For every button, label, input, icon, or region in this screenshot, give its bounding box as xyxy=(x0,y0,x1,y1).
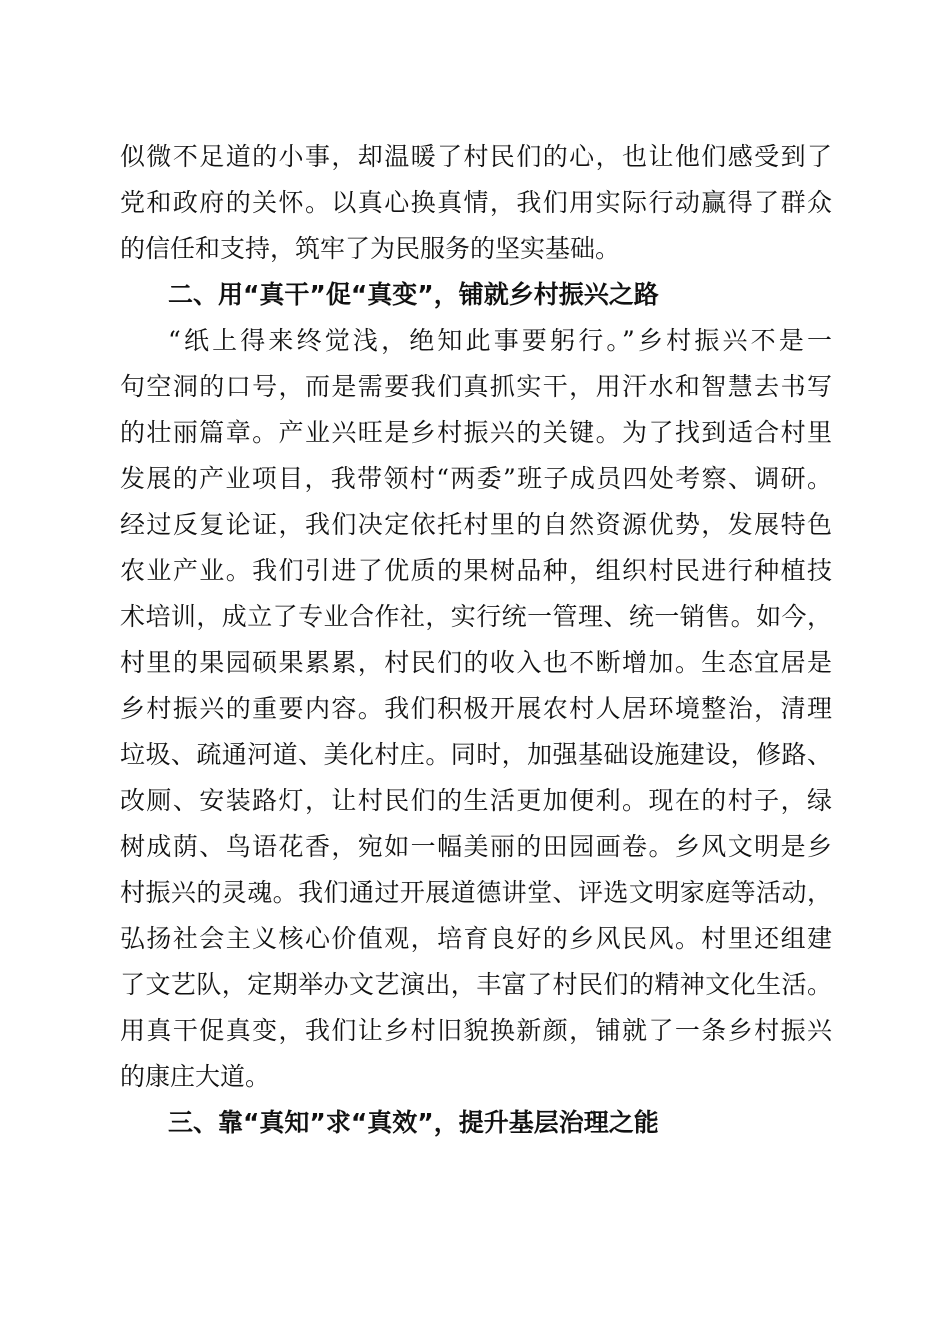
paragraph-2-line: 弘扬社会主义核心价值观，培育良好的乡风民风。村里还组建 xyxy=(120,924,832,953)
paragraph-2-line: 垃圾、疏通河道、美化村庄。同时，加强基础设施建设，修路、 xyxy=(120,740,832,769)
paragraph-2-line: 农业产业。我们引进了优质的果树品种，组织村民进行种植技 xyxy=(120,556,832,585)
paragraph-2-line: 句空洞的口号，而是需要我们真抓实干，用汗水和智慧去书写 xyxy=(120,372,832,401)
paragraph-2-line: 的康庄大道。 xyxy=(120,1062,271,1091)
paragraph-2-line: 的壮丽篇章。产业兴旺是乡村振兴的关键。为了找到适合村里 xyxy=(120,418,832,447)
section-heading-2: 二、用“真干”促“真变”，铺就乡村振兴之路 xyxy=(168,280,659,309)
section-heading-3: 三、靠“真知”求“真效”，提升基层治理之能 xyxy=(168,1108,659,1137)
paragraph-2-line: 村振兴的灵魂。我们通过开展道德讲堂、评选文明家庭等活动， xyxy=(120,878,832,907)
paragraph-1-line: 的信任和支持，筑牢了为民服务的坚实基础。 xyxy=(120,234,621,263)
paragraph-2-line: 村里的果园硕果累累，村民们的收入也不断增加。生态宜居是 xyxy=(120,648,832,677)
paragraph-1-line: 似微不足道的小事，却温暖了村民们的心，也让他们感受到了 xyxy=(120,142,832,171)
paragraph-2-line: 发展的产业项目，我带领村“两委”班子成员四处考察、调研。 xyxy=(120,464,832,493)
paragraph-2-line: 用真干促真变，我们让乡村旧貌换新颜，铺就了一条乡村振兴 xyxy=(120,1016,832,1045)
paragraph-1-line: 党和政府的关怀。以真心换真情，我们用实际行动赢得了群众 xyxy=(120,188,832,217)
paragraph-2-line: 了文艺队，定期举办文艺演出，丰富了村民们的精神文化生活。 xyxy=(120,970,832,999)
paragraph-2-line: 术培训，成立了专业合作社，实行统一管理、统一销售。如今， xyxy=(120,602,832,631)
paragraph-2-line: “纸上得来终觉浅，绝知此事要躬行。”乡村振兴不是一 xyxy=(168,326,832,355)
paragraph-2-line: 经过反复论证，我们决定依托村里的自然资源优势，发展特色 xyxy=(120,510,832,539)
paragraph-2-line: 树成荫、鸟语花香，宛如一幅美丽的田园画卷。乡风文明是乡 xyxy=(120,832,832,861)
paragraph-2-line: 改厕、安装路灯，让村民们的生活更加便利。现在的村子，绿 xyxy=(120,786,832,815)
paragraph-2-line: 乡村振兴的重要内容。我们积极开展农村人居环境整治，清理 xyxy=(120,694,832,723)
